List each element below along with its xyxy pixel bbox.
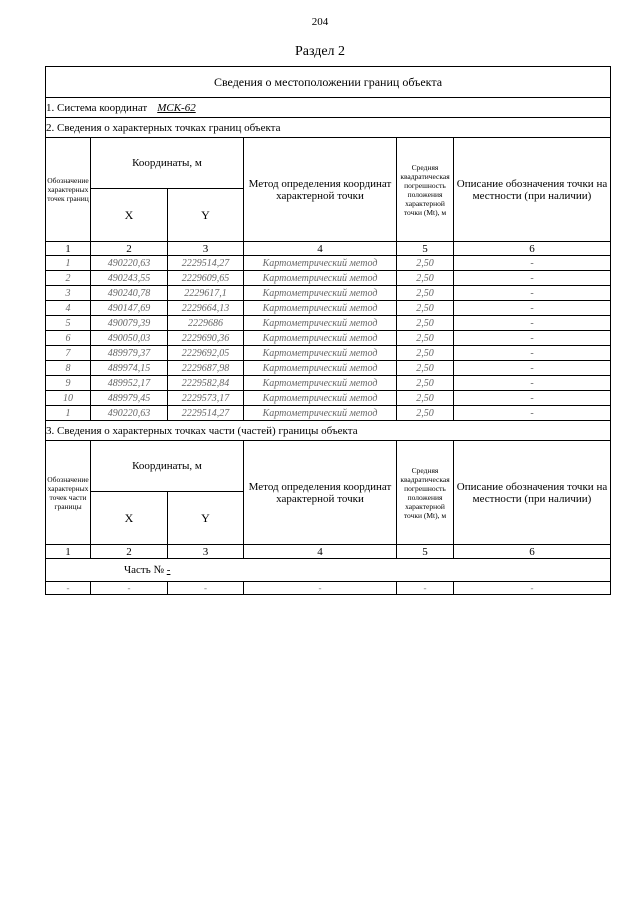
column-number-6: 6 xyxy=(454,242,611,256)
header-description: Описание обозначения точки на местности (при наличии) xyxy=(454,138,611,242)
point-method: Картометрический метод xyxy=(244,256,397,271)
table-row xyxy=(46,301,611,316)
header-rms: Средняя квадратическая погрешность положения характерной точки (Mt), м xyxy=(397,138,454,242)
column-number-2: 2 xyxy=(91,545,168,559)
point-y: 2229664,13 xyxy=(168,301,244,316)
table-row xyxy=(46,391,611,406)
point-mt: 2,50 xyxy=(397,376,454,391)
point-description: - xyxy=(454,286,611,301)
point-number: 4 xyxy=(46,301,91,316)
header-part-x: X xyxy=(91,492,168,545)
column-number-3: 3 xyxy=(168,242,244,256)
points-section-title: 2. Сведения о характерных точках границ объекта xyxy=(46,118,611,138)
point-x: 489979,37 xyxy=(91,346,168,361)
section-title: Раздел 2 xyxy=(294,44,346,59)
header-part-rms: Средняя квадратическая погрешность положения характерной точки (Mt), м xyxy=(397,441,454,545)
table-row xyxy=(46,316,611,331)
point-x: 489952,17 xyxy=(91,376,168,391)
point-number: 8 xyxy=(46,361,91,376)
column-number-5: 5 xyxy=(397,545,454,559)
point-number: 1 xyxy=(46,406,91,421)
header-part-point-designation: Обозначение характерных точек части границы xyxy=(46,441,91,545)
point-y: 2229573,17 xyxy=(168,391,244,406)
table-row xyxy=(46,331,611,346)
point-description: - xyxy=(454,406,611,421)
point-description: - xyxy=(454,271,611,286)
header-part-y: Y xyxy=(168,492,244,545)
point-mt: 2,50 xyxy=(397,361,454,376)
parts-section-title: 3. Сведения о характерных точках части (частей) границы объекта xyxy=(46,421,611,441)
part-cell-5: - xyxy=(397,582,454,595)
header-part-method: Метод определения координат характерной точки xyxy=(244,441,397,545)
point-mt: 2,50 xyxy=(397,301,454,316)
column-number-1: 1 xyxy=(46,242,91,256)
coord-system-label: 1. Система координат xyxy=(46,101,148,114)
point-y: 2229582,84 xyxy=(168,376,244,391)
point-method: Картометрический метод xyxy=(244,346,397,361)
column-numbers-row xyxy=(46,242,611,256)
point-description: - xyxy=(454,256,611,271)
point-y: 2229514,27 xyxy=(168,406,244,421)
part-column-numbers-row xyxy=(46,545,611,559)
point-mt: 2,50 xyxy=(397,406,454,421)
point-number: 6 xyxy=(46,331,91,346)
part-row xyxy=(46,559,611,582)
header-part-coordinates: Координаты, м xyxy=(91,441,244,492)
point-y: 2229687,98 xyxy=(168,361,244,376)
part-value: - xyxy=(166,564,171,576)
point-mt: 2,50 xyxy=(397,391,454,406)
header-coordinates: Координаты, м xyxy=(91,138,244,189)
point-x: 490220,63 xyxy=(91,406,168,421)
point-method: Картометрический метод xyxy=(244,376,397,391)
point-description: - xyxy=(454,376,611,391)
point-mt: 2,50 xyxy=(397,256,454,271)
header-part-description: Описание обозначения точки на местности (при наличии) xyxy=(454,441,611,545)
point-number: 3 xyxy=(46,286,91,301)
point-number: 10 xyxy=(46,391,91,406)
point-number: 7 xyxy=(46,346,91,361)
table-row xyxy=(46,406,611,421)
table-row xyxy=(46,271,611,286)
point-method: Картометрический метод xyxy=(244,286,397,301)
column-number-5: 5 xyxy=(397,242,454,256)
column-number-4: 4 xyxy=(244,545,397,559)
point-method: Картометрический метод xyxy=(244,331,397,346)
point-y: 2229690,36 xyxy=(168,331,244,346)
point-number: 1 xyxy=(46,256,91,271)
point-x: 490050,03 xyxy=(91,331,168,346)
point-description: - xyxy=(454,331,611,346)
point-x: 489974,15 xyxy=(91,361,168,376)
point-mt: 2,50 xyxy=(397,346,454,361)
point-description: - xyxy=(454,301,611,316)
point-y: 2229686 xyxy=(168,316,244,331)
table-row xyxy=(46,361,611,376)
table-row xyxy=(46,346,611,361)
point-x: 490240,78 xyxy=(91,286,168,301)
point-number: 2 xyxy=(46,271,91,286)
point-method: Картометрический метод xyxy=(244,391,397,406)
coord-system-value: МСК-62 xyxy=(157,101,196,114)
point-y: 2229617,1 xyxy=(168,286,244,301)
part-data-row xyxy=(46,582,611,595)
point-description: - xyxy=(454,316,611,331)
table-row xyxy=(46,256,611,271)
point-mt: 2,50 xyxy=(397,331,454,346)
header-point-designation: Обозначение характерных точек границ xyxy=(46,138,91,242)
part-cell-4: - xyxy=(244,582,397,595)
point-mt: 2,50 xyxy=(397,271,454,286)
point-x: 490147,69 xyxy=(91,301,168,316)
point-method: Картометрический метод xyxy=(244,316,397,331)
point-description: - xyxy=(454,346,611,361)
table-row xyxy=(46,376,611,391)
point-method: Картометрический метод xyxy=(244,271,397,286)
boundary-table xyxy=(45,66,611,595)
points-header-row xyxy=(46,138,611,189)
header-y: Y xyxy=(168,189,244,242)
point-y: 2229692,05 xyxy=(168,346,244,361)
part-label: Часть № xyxy=(124,564,164,576)
point-description: - xyxy=(454,361,611,376)
part-cell-6: - xyxy=(454,582,611,595)
point-x: 490220,63 xyxy=(91,256,168,271)
point-method: Картометрический метод xyxy=(244,406,397,421)
column-number-2: 2 xyxy=(91,242,168,256)
part-cell-1: - xyxy=(46,582,91,595)
point-number: 9 xyxy=(46,376,91,391)
point-mt: 2,50 xyxy=(397,316,454,331)
header-method: Метод определения координат характерной точки xyxy=(244,138,397,242)
point-x: 489979,45 xyxy=(91,391,168,406)
header-x: X xyxy=(91,189,168,242)
point-x: 490079,39 xyxy=(91,316,168,331)
column-number-3: 3 xyxy=(168,545,244,559)
parts-header-row xyxy=(46,441,611,492)
part-cell-3: - xyxy=(168,582,244,595)
coord-system-row xyxy=(46,98,611,118)
column-number-1: 1 xyxy=(46,545,91,559)
table-row xyxy=(46,286,611,301)
point-mt: 2,50 xyxy=(397,286,454,301)
point-description: - xyxy=(454,391,611,406)
point-method: Картометрический метод xyxy=(244,301,397,316)
column-number-4: 4 xyxy=(244,242,397,256)
page-number: 204 xyxy=(311,16,329,28)
point-y: 2229609,65 xyxy=(168,271,244,286)
point-x: 490243,55 xyxy=(91,271,168,286)
part-cell-2: - xyxy=(91,582,168,595)
table-title: Сведения о местоположении границ объекта xyxy=(46,67,611,98)
point-y: 2229514,27 xyxy=(168,256,244,271)
point-method: Картометрический метод xyxy=(244,361,397,376)
point-number: 5 xyxy=(46,316,91,331)
column-number-6: 6 xyxy=(454,545,611,559)
